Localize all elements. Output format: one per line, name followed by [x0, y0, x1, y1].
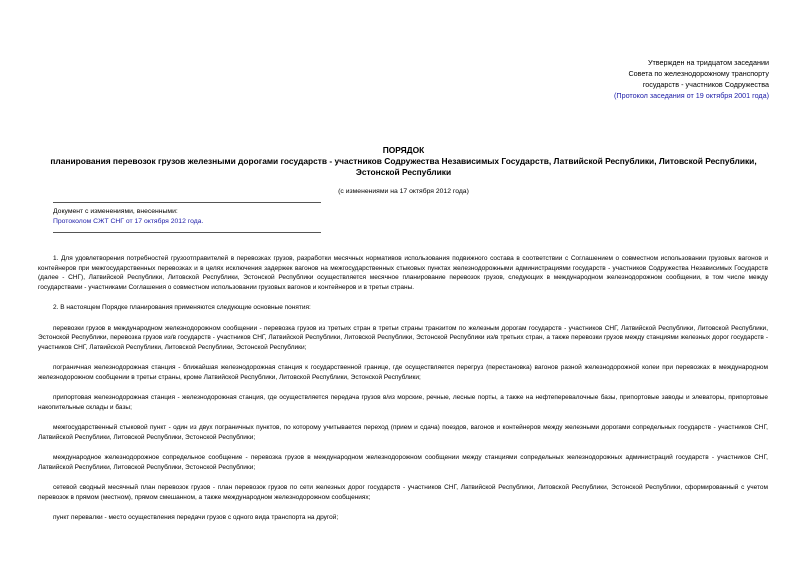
amendments-divider-bottom: [53, 232, 321, 233]
paragraph: 1. Для удовлетворения потребностей грузоотправителей в перевозках грузов, разработки месячных нормативов использования подвижного состава в соответствии с Соглашением о совместном использовании грузовых вагонов и контейнеров при межгосударственных перевозках и в целях исключения задержек вагонов на межгосударственных стыковых пунктах железнодорожными администрациями государств - участников Содружества Независимых Государств (далее - СНГ), Латвийской Республики, Литовской Республики, Эстонской Республики осуществляется месячное планирование перевозок грузов, следующих в международном железнодорожном сообщении, в том числе между государствами - участниками Соглашения о совместном использовании грузовых вагонов и контейнеров и в третьи страны.: [38, 255, 768, 291]
amendments-link[interactable]: Протоколом СЖТ СНГ от 17 октября 2012 года.: [53, 218, 204, 225]
paragraph: 2. В настоящем Порядке планирования применяются следующие основные понятия:: [53, 304, 311, 311]
document-body: [38, 254, 768, 534]
paragraph: сетевой сводный месячный план перевозок грузов - план перевозок грузов по сети железных дорог государств - участников СНГ, Латвийской Республики, Литовской Республики, Эстонской Республики, сформированный с учетом перевозок в прямом (местном), прямом смешанном, а также международном железнодорожном сообщениях;: [38, 484, 768, 501]
paragraph: пограничная железнодорожная станция - ближайшая железнодорожная станция к государственной границе, где осуществляется перегруз (перестановка) вагонов разной железнодорожной колеи при перевозках в международном железнодорожном сообщении в третьи страны, кроме Латвийской Республики, Литовской Республики, Эстонской Республики;: [38, 364, 768, 381]
amendments-block: [53, 207, 203, 227]
paragraph: межгосударственный стыковой пункт - один из двух пограничных пунктов, по которому учитывается переход (прием и сдача) поездов, вагонов и контейнеров между железными дорогами сопредельных государств - участников СНГ, Латвийской Республики, Литовской Республики, Эстонской Республики;: [38, 424, 768, 441]
document-title-block: [40, 145, 767, 197]
paragraph: перевозки грузов в международном железнодорожном сообщении - перевозка грузов из третьих стран в третьи страны транзитом по железным дорогам государств - участников СНГ, Латвийской Республики, Литовской Республики, Эстонской Республики, перевозка грузов из/в государств - участников СНГ, Латвийской Республики, Литовской Республики, Эстонской Республики из/в третьих стран, а также перевозки грузов между станциями железных дорог государств - участников СНГ, Латвийской Республики, Литовской Республики, Эстонской Республики;: [38, 324, 768, 351]
amendments-label: Документ с изменениями, внесенными:: [53, 208, 178, 215]
revision-note: (с изменениями на 17 октября 2012 года): [338, 188, 469, 195]
document-subtitle: планирования перевозок грузов железными дорогами государств - участников Содружества Независимых Государств, Латвийской Республики, Литовской Республики, Эстонской Республики: [50, 156, 757, 177]
approval-block: [614, 57, 769, 101]
approval-line-1: Утвержден на тридцатом заседании: [647, 58, 769, 67]
approval-protocol-link[interactable]: (Протокол заседания от 19 октября 2001 года): [614, 91, 769, 100]
paragraph: припортовая железнодорожная станция - железнодорожная станция, где осуществляется передача грузов в/из морские, речные, лесные порты, а также на нефтеперевалочные базы, припортовые заводы и элеваторы, припортовые накопительные склады и базы;: [38, 394, 768, 411]
approval-line-3: государств - участников Содружества: [642, 80, 769, 89]
approval-line-2: Совета по железнодорожному транспорту: [628, 69, 769, 78]
paragraph: международное железнодорожное сопредельное сообщение - перевозка грузов в международном железнодорожном сообщении между станциями сопредельных железнодорожных администраций государств - участников СНГ, Латвийской Республики, Литовской Республики, Эстонской Республики;: [38, 454, 768, 471]
paragraph: пункт перевалки - место осуществления передачи грузов с одного вида транспорта на другой;: [53, 514, 339, 521]
document-title: ПОРЯДОК: [382, 145, 425, 155]
amendments-divider-top: [53, 202, 321, 203]
